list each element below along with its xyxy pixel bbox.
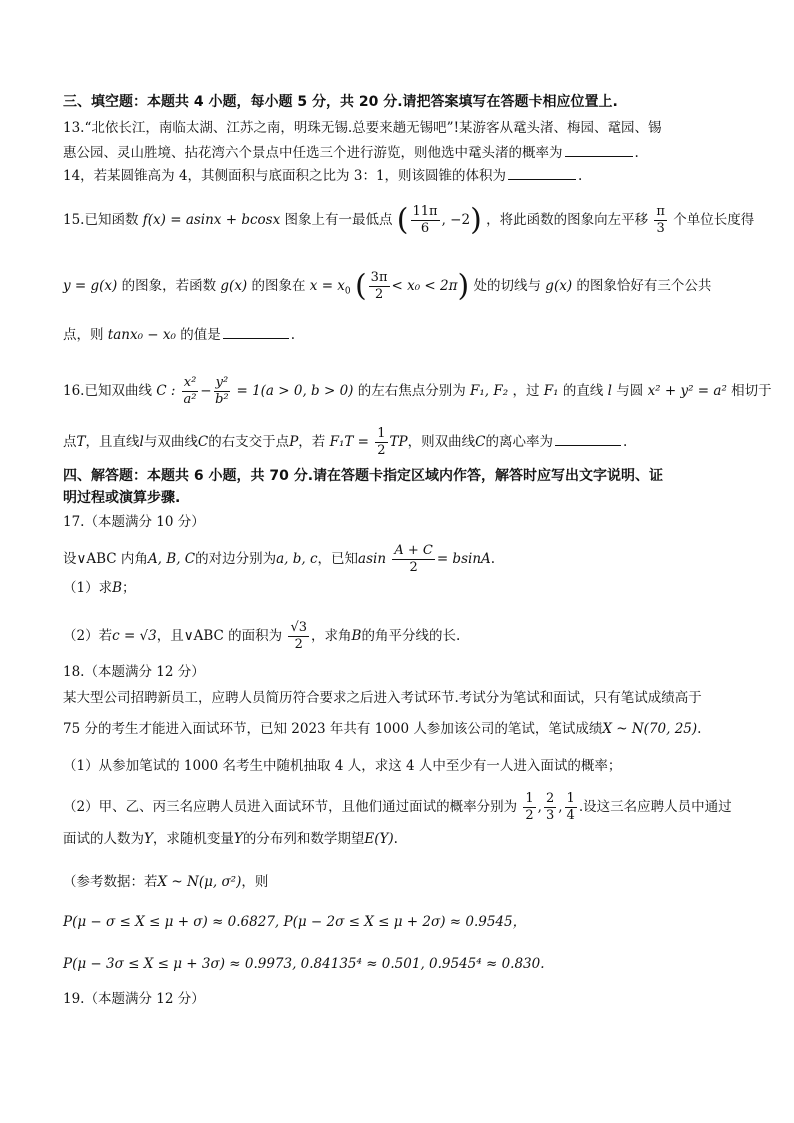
q18-text-e: 的分布列和数学期望 — [242, 831, 365, 847]
q14-line — [63, 165, 582, 186]
q13-answer-blank[interactable] — [565, 142, 633, 157]
q17-asin: asin — [358, 551, 387, 567]
q17-p2-text-b: ，且∨ABC 的面积为 — [156, 628, 283, 644]
q15-text-a: 图象上有一最低点 — [284, 212, 393, 228]
q16-l: l — [607, 383, 612, 399]
q16-text-h: 与双曲线 — [143, 434, 198, 450]
q15-text-d: 的图象，若函数 — [121, 278, 217, 294]
q14-end: . — [578, 168, 583, 184]
q15-text-f: 处的切线与 — [473, 278, 541, 294]
q16-intro: 16.已知双曲线 — [63, 383, 152, 399]
q18-text-f: . — [393, 831, 398, 847]
q18-prob-3-den: 4 — [566, 808, 575, 823]
q15-text-i: 的值是 — [180, 327, 221, 343]
q18-y2: Y — [233, 831, 243, 847]
section-4-header-line-1: 四、解答题：本题共 6 小题，共 70 分.请在答题卡指定区域内作答，解答时应写出文字说明、证 — [63, 468, 664, 484]
q13-line-2 — [63, 142, 639, 163]
q18-reference-line-2: P(μ − 3σ ≤ X ≤ μ + 3σ) ≈ 0.9973, 0.84135⁴ ≈ 0.501, 0.9545⁴ ≈ 0.830. — [63, 956, 545, 972]
q17-p2-b: B — [351, 628, 362, 644]
q15-range-num: 3π — [370, 270, 388, 285]
q18-text-c: 面试的人数为 — [63, 831, 144, 847]
q16-p: P — [289, 434, 299, 450]
paren-open: ( — [396, 202, 409, 238]
q17-frac — [392, 543, 435, 576]
q17-p1-end: ； — [122, 580, 136, 596]
q15-answer-blank[interactable] — [223, 324, 289, 339]
q16-x-frac — [182, 375, 199, 408]
paren-close: ) — [470, 202, 482, 238]
q18-prob-1-num: 1 — [525, 791, 534, 806]
q18-end: . — [697, 721, 702, 737]
q18-dist: X ~ N(70, 25) — [602, 721, 698, 737]
q17-frac-den: 2 — [409, 560, 418, 575]
q15-shift-den: 3 — [656, 221, 665, 236]
q16-foci: F₁, F₂ — [470, 383, 509, 399]
q13-text: 惠公园、灵山胜境、拈花湾六个景点中任选三个进行游览，则他选中鼋头渚的概率为 — [63, 145, 563, 161]
q15-line-2: y = g(x) 的图象，若函数 g(x) 的图象在 $x = x_0$ ( $\frac{3\pi}{2}$ < x₀ < 2π) 处的切线与 g(x) 的图象恰好有三个公共 — [63, 268, 712, 304]
q18-p2-text-b: .设这三名应聘人员中通过 — [578, 799, 732, 815]
q16-a2: a² — [183, 392, 197, 407]
q18-prob-3-num: 1 — [566, 791, 575, 806]
q15-expr: tanx₀ − x₀ — [107, 327, 176, 343]
q15-text-e: 的图象在 — [251, 278, 306, 294]
q16-end: . — [622, 434, 628, 450]
q16-line-1: 16.已知双曲线 C : $\frac{\text{x²}}{\text{a²}}$ − $\frac{\text{y²}}{\text{b²}}$ = 1(a > 0, b > 0) 的左右焦点分别为 F₁, F₂ ，过 F₁ 的直线 l 与圆 x² + y² = a² 相切于 — [63, 375, 772, 407]
q18-line-3 — [63, 829, 398, 849]
q16-eq: = 1(a > 0, b > 0) — [236, 383, 354, 399]
q18-prob-2 — [544, 791, 556, 824]
q16-c2: C — [197, 434, 209, 450]
q16-text-c: 的直线 — [562, 383, 604, 399]
q17-end: . — [490, 551, 496, 567]
q15-g3: g(x) — [545, 278, 573, 294]
q18-line-1: 某大型公司招聘新员工，应聘人员简历符合要求之后进入考试环节.考试分为笔试和面试，只有笔试成绩高于 — [63, 690, 702, 706]
q16-text-e: 相切于 — [731, 383, 772, 399]
q16-text-i: 的右支交于点 — [208, 434, 290, 450]
q17-area — [288, 620, 309, 653]
q15-line-3 — [63, 324, 295, 345]
q18-text-d: ，求随机变量 — [152, 831, 234, 847]
q17-text-c: ，已知 — [317, 551, 359, 567]
q13-line-1: 13.“北依长江，南临太湖、江苏之南，明珠无锡.总要来趟无锡吧”!某游客从鼋头渚、梅园、鼋园、锡 — [63, 120, 662, 136]
q15-shift — [654, 204, 667, 237]
q13-end: . — [634, 145, 639, 161]
q17-frac-num: A + C — [394, 543, 433, 558]
q17-title: 17.（本题满分 10 分） — [63, 514, 205, 530]
q17-rhs: = bsinA — [436, 551, 491, 567]
q17-part-2 — [63, 620, 460, 653]
q15-text-c: 个单位长度得 — [673, 212, 755, 228]
q16-text-f: 点 — [63, 434, 77, 450]
q19-title: 19.（本题满分 12 分） — [63, 991, 205, 1007]
q16-vec-f1t: F₁T = — [329, 434, 369, 450]
q17-statement — [63, 543, 495, 576]
q18-prob-2-num: 2 — [545, 791, 555, 806]
q18-text-a: 75 分的考生才能进入面试环节，已知 2023 年共有 1000 人参加该公司的笔试，笔试成绩 — [63, 721, 603, 737]
q18-part-2: （2）甲、乙、丙三名应聘人员进入面试环节，且他们通过面试的概率分别为 $\frac{1}{2}$ , $\frac{2}{3}$ , $\frac{1}{4}$ .设这三名应聘人员中通过 — [63, 791, 732, 823]
q18-ref-text-b: ，则 — [241, 874, 269, 890]
q18-ey: E(Y) — [364, 831, 394, 847]
q18-y: Y — [144, 831, 153, 847]
q16-text-g: ，且直线 — [85, 434, 140, 450]
q18-ref-normal: X ~ N(μ, σ²) — [157, 874, 242, 890]
q16-answer-blank[interactable] — [555, 431, 621, 446]
q15-point-x-den: 6 — [420, 221, 430, 236]
q18-prob-3 — [565, 791, 577, 824]
q14-text: 14，若某圆锥高为 4，其侧面积与底面积之比为 3：1，则该圆锥的体积为 — [63, 168, 507, 184]
q17-sides: a, b, c — [276, 551, 318, 567]
q16-c: C : — [156, 383, 176, 399]
q16-circle: x² + y² = a² — [647, 383, 727, 399]
q16-half — [375, 426, 387, 459]
q15-range-den: 2 — [374, 287, 384, 302]
q15-point-y: , −2 — [441, 212, 471, 228]
q16-text-l: 的离心率为 — [485, 434, 553, 450]
q15-range — [369, 270, 390, 303]
q17-part-1 — [63, 578, 136, 598]
q16-y2: y² — [215, 375, 229, 390]
q16-text-a: 的左右焦点分别为 — [357, 383, 466, 399]
q15-intro: 15.已知函数 — [63, 212, 139, 228]
q17-p2-c: c = √3 — [112, 628, 157, 644]
q15-point-x-num: 11π — [412, 204, 438, 219]
q17-text-b: 的对边分别为 — [195, 551, 277, 567]
q16-c3: C — [475, 434, 486, 450]
q16-b2: b² — [215, 392, 229, 407]
q15-g2: g(x) — [220, 278, 248, 294]
q16-f1: F₁ — [543, 383, 559, 399]
q17-area-den: 2 — [294, 637, 303, 652]
q15-end: . — [290, 327, 296, 343]
q18-line-2 — [63, 719, 701, 739]
q17-p1-b: B — [112, 580, 123, 596]
q16-text-j: ，若 — [298, 434, 326, 450]
q18-part-1: （1）从参加笔试的 1000 名考生中随机抽取 4 人，求这 4 人中至少有一人进入面试的概率； — [63, 758, 622, 774]
section-3-header: 三、填空题：本题共 4 小题，每小题 5 分，共 20 分.请把答案填写在答题卡相应位置上. — [63, 94, 618, 110]
q17-p1-text: （1）求 — [63, 580, 113, 596]
q16-y-frac — [214, 375, 231, 408]
q15-text-g: 的图象恰好有三个公共 — [576, 278, 712, 294]
q16-l2: l — [139, 434, 144, 450]
q18-title: 18.（本题满分 12 分） — [63, 664, 205, 680]
q18-reference-intro — [63, 872, 268, 892]
q17-p2-text-a: （2）若 — [63, 628, 113, 644]
q15-g: y = g(x) — [63, 278, 118, 294]
q16-text-b: ，过 — [512, 383, 540, 399]
q15-shift-num: π — [656, 204, 665, 219]
q17-angles: A, B, C — [147, 551, 196, 567]
q16-line-2 — [63, 426, 627, 459]
q15-line-1 — [63, 204, 754, 237]
q17-text-a: 设∨ABC 内角 — [63, 551, 148, 567]
q17-p2-text-d: 的角平分线的长. — [361, 628, 461, 644]
q15-point-x — [411, 204, 440, 237]
q14-answer-blank[interactable] — [508, 165, 576, 180]
q16-t: T — [76, 434, 86, 450]
q16-half-den: 2 — [377, 443, 386, 458]
q15-range-rest: < x₀ < 2π — [391, 278, 458, 294]
q18-prob-1 — [523, 791, 535, 824]
q15-function: f(x) = asinx + bcosx — [142, 212, 281, 228]
q18-p2-text: （2）甲、乙、丙三名应聘人员进入面试环节，且他们通过面试的概率分别为 — [63, 799, 518, 815]
q15-text-b: ，将此函数的图象向左平移 — [486, 212, 649, 228]
q16-vec-tp: TP — [389, 434, 408, 450]
q18-prob-2-den: 3 — [545, 808, 555, 823]
q18-prob-1-den: 2 — [525, 808, 534, 823]
paren-open-2: ( — [354, 268, 367, 304]
q18-reference-line-1: P(μ − σ ≤ X ≤ μ + σ) ≈ 0.6827, P(μ − 2σ ≤ X ≤ μ + 2σ) ≈ 0.9545， — [63, 914, 527, 930]
q16-x2: x² — [183, 375, 197, 390]
paren-close-2: ) — [457, 268, 470, 304]
q17-p2-text-c: ，求角 — [311, 628, 352, 644]
q18-ref-text-a: （参考数据：若 — [63, 874, 158, 890]
section-4-header-line-2: 明过程或演算步骤. — [63, 490, 181, 506]
q16-half-num: 1 — [377, 426, 386, 441]
q16-text-k: ，则双曲线 — [407, 434, 476, 450]
q15-x-eq: x = x — [309, 278, 345, 294]
q17-area-num: √3 — [290, 620, 308, 635]
q15-text-h: 点，则 — [63, 327, 104, 343]
q16-text-d: 与圆 — [616, 383, 644, 399]
